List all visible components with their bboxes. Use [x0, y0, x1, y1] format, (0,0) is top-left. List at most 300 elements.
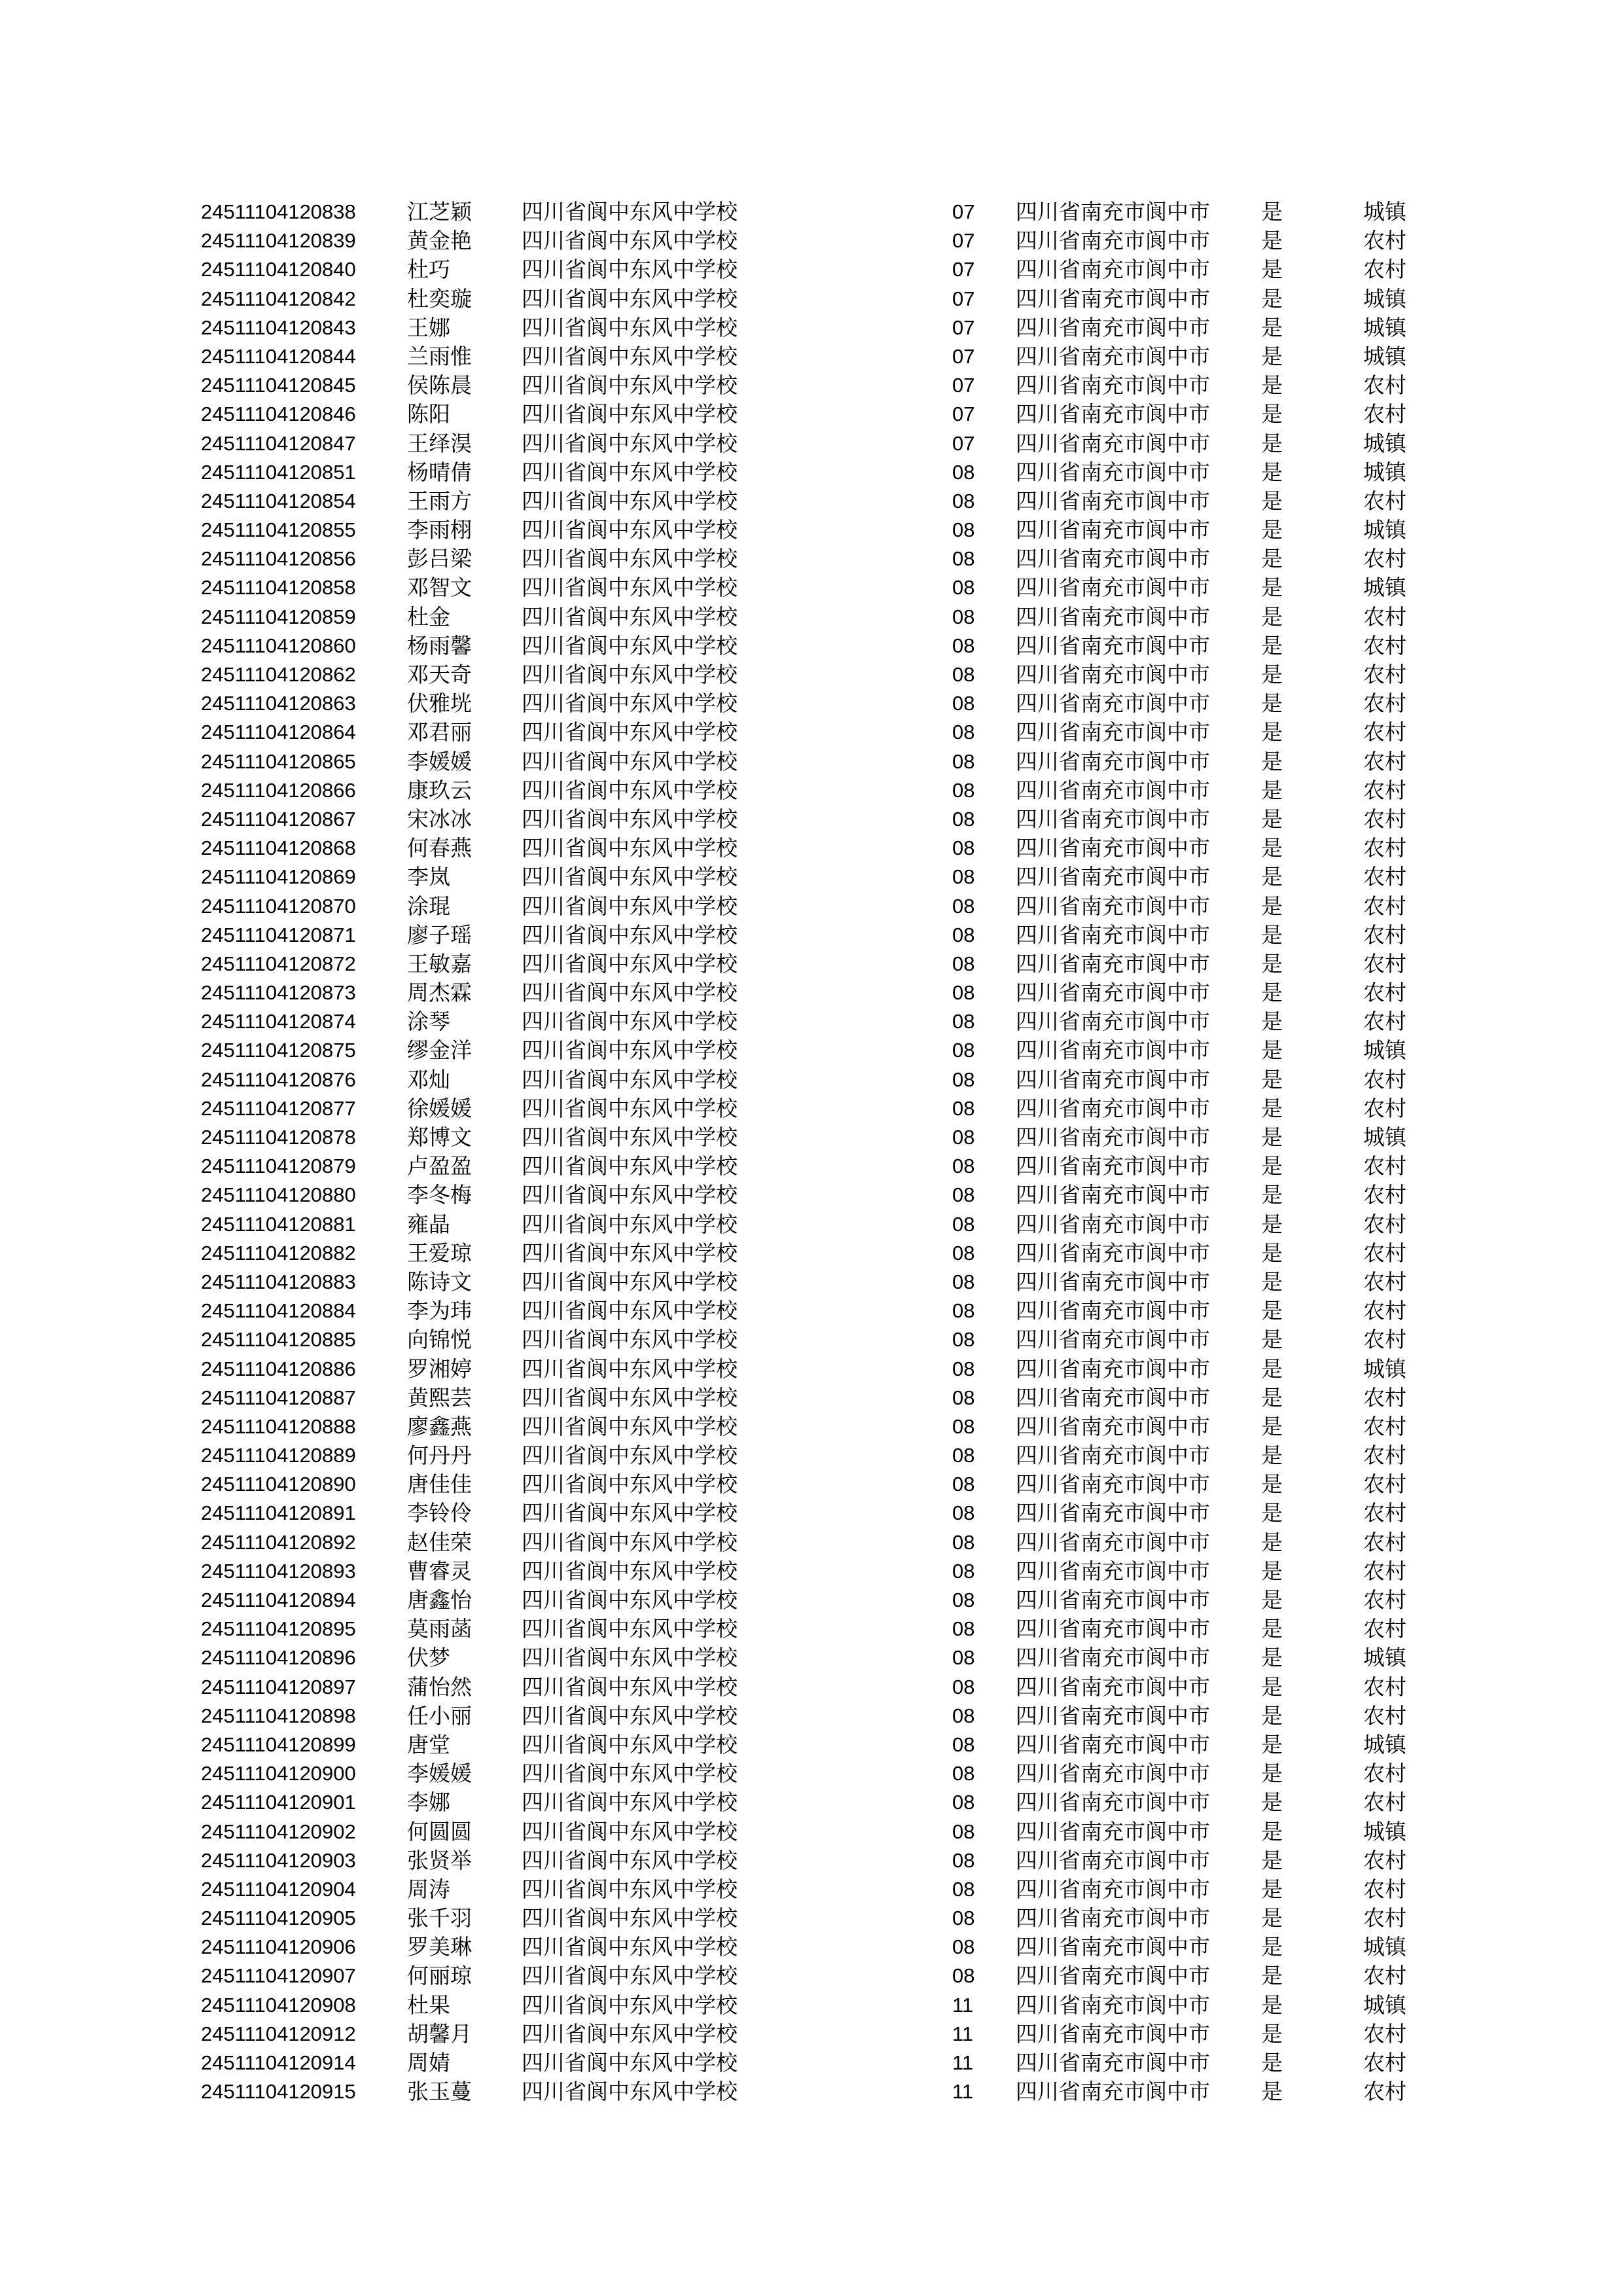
- table-row: [201, 632, 1431, 660]
- school-name: 四川省阆中东风中学校: [522, 1558, 738, 1584]
- class-code: 08: [952, 1039, 975, 1062]
- candidate-id: 24511104120885: [201, 1328, 356, 1352]
- candidate-id: 24511104120903: [201, 1848, 356, 1872]
- region: 四川省南充市阆中市: [1016, 1500, 1210, 1526]
- status-flag: 是: [1261, 691, 1283, 717]
- region: 四川省南充市阆中市: [1016, 691, 1210, 717]
- status-flag: 是: [1261, 922, 1283, 948]
- region: 四川省南充市阆中市: [1016, 1471, 1210, 1498]
- status-flag: 是: [1261, 1240, 1283, 1266]
- class-code: 08: [952, 1155, 975, 1178]
- candidate-id: 24511104120847: [201, 431, 356, 455]
- status-flag: 是: [1261, 2079, 1283, 2105]
- student-name: 王敏嘉: [407, 950, 472, 977]
- region: 四川省南充市阆中市: [1016, 603, 1210, 630]
- class-code: 11: [952, 1993, 974, 2017]
- student-name: 罗美琳: [407, 1934, 472, 1960]
- school-name: 四川省阆中东风中学校: [522, 1009, 738, 1035]
- school-name: 四川省阆中东风中学校: [522, 343, 738, 369]
- status-flag: 是: [1261, 1702, 1283, 1729]
- table-row: [201, 1643, 1431, 1672]
- status-flag: 是: [1261, 1268, 1283, 1295]
- table-row: [201, 1904, 1431, 1933]
- region: 四川省南充市阆中市: [1016, 546, 1210, 572]
- residence-type: 农村: [1363, 2020, 1406, 2047]
- school-name: 四川省阆中东风中学校: [522, 1240, 738, 1266]
- region: 四川省南充市阆中市: [1016, 719, 1210, 745]
- status-flag: 是: [1261, 1616, 1283, 1642]
- candidate-id: 24511104120888: [201, 1414, 356, 1438]
- class-code: 08: [952, 807, 975, 831]
- residence-type: 农村: [1363, 1558, 1406, 1584]
- residence-type: 农村: [1363, 1702, 1406, 1729]
- student-name: 张千羽: [407, 1905, 472, 1931]
- student-name: 宋冰冰: [407, 806, 472, 832]
- candidate-id: 24511104120893: [201, 1559, 356, 1583]
- school-name: 四川省阆中东风中学校: [522, 1384, 738, 1410]
- class-code: 08: [952, 1299, 975, 1323]
- student-name: 郑博文: [407, 1124, 472, 1150]
- candidate-id: 24511104120896: [201, 1646, 356, 1670]
- candidate-id: 24511104120872: [201, 952, 356, 975]
- candidate-id: 24511104120900: [201, 1762, 356, 1785]
- region: 四川省南充市阆中市: [1016, 1905, 1210, 1931]
- table-row: [201, 921, 1431, 950]
- school-name: 四川省阆中东风中学校: [522, 1095, 738, 1121]
- status-flag: 是: [1261, 1674, 1283, 1700]
- residence-type: 城镇: [1363, 1992, 1406, 2018]
- region: 四川省南充市阆中市: [1016, 950, 1210, 977]
- region: 四川省南充市阆中市: [1016, 228, 1210, 254]
- table-row: [201, 2077, 1431, 2106]
- school-name: 四川省阆中东风中学校: [522, 1992, 738, 2018]
- school-name: 四川省阆中东风中学校: [522, 893, 738, 919]
- student-name: 李冬梅: [407, 1182, 472, 1208]
- residence-type: 农村: [1363, 748, 1406, 774]
- candidate-id: 24511104120862: [201, 663, 356, 686]
- school-name: 四川省阆中东风中学校: [522, 1211, 738, 1237]
- candidate-id: 24511104120877: [201, 1096, 356, 1120]
- residence-type: 农村: [1363, 603, 1406, 630]
- residence-type: 农村: [1363, 2050, 1406, 2075]
- region: 四川省南充市阆中市: [1016, 199, 1210, 224]
- candidate-id: 24511104120870: [201, 894, 356, 918]
- student-name: 徐媛媛: [407, 1095, 472, 1121]
- class-code: 08: [952, 865, 975, 889]
- region: 四川省南充市阆中市: [1016, 1211, 1210, 1237]
- status-flag: 是: [1261, 343, 1283, 369]
- region: 四川省南充市阆中市: [1016, 1963, 1210, 1989]
- class-code: 08: [952, 1357, 975, 1380]
- school-name: 四川省阆中东风中学校: [522, 1674, 738, 1700]
- candidate-id: 24511104120892: [201, 1530, 356, 1554]
- table-row: [201, 1586, 1431, 1615]
- candidate-id: 24511104120869: [201, 865, 356, 889]
- residence-type: 农村: [1363, 1789, 1406, 1816]
- region: 四川省南充市阆中市: [1016, 1529, 1210, 1555]
- table-row: [201, 487, 1431, 516]
- school-name: 四川省阆中东风中学校: [522, 257, 738, 283]
- candidate-id: 24511104120873: [201, 981, 356, 1005]
- class-code: 08: [952, 1935, 975, 1959]
- region: 四川省南充市阆中市: [1016, 372, 1210, 399]
- student-name: 杜果: [407, 1992, 450, 2018]
- candidate-id: 24511104120907: [201, 1964, 356, 1988]
- region: 四川省南充市阆中市: [1016, 806, 1210, 832]
- class-code: 08: [952, 1762, 975, 1785]
- status-flag: 是: [1261, 1761, 1283, 1787]
- table-row: [201, 1933, 1431, 1962]
- region: 四川省南充市阆中市: [1016, 257, 1210, 283]
- region: 四川省南充市阆中市: [1016, 632, 1210, 658]
- school-name: 四川省阆中东风中学校: [522, 1298, 738, 1324]
- table-row: [201, 1441, 1431, 1470]
- status-flag: 是: [1261, 285, 1283, 312]
- table-row: [201, 2020, 1431, 2049]
- status-flag: 是: [1261, 1934, 1283, 1960]
- status-flag: 是: [1261, 430, 1283, 456]
- student-name: 杨晴倩: [407, 459, 472, 485]
- residence-type: 城镇: [1363, 1037, 1406, 1064]
- residence-type: 农村: [1363, 691, 1406, 717]
- school-name: 四川省阆中东风中学校: [522, 488, 738, 514]
- region: 四川省南充市阆中市: [1016, 1240, 1210, 1266]
- status-flag: 是: [1261, 1500, 1283, 1526]
- school-name: 四川省阆中东风中学校: [522, 285, 738, 312]
- student-name: 周涛: [407, 1876, 450, 1902]
- student-name: 杨雨馨: [407, 632, 472, 658]
- residence-type: 农村: [1363, 1674, 1406, 1700]
- candidate-id: 24511104120898: [201, 1704, 356, 1727]
- residence-type: 城镇: [1363, 343, 1406, 369]
- status-flag: 是: [1261, 1443, 1283, 1469]
- table-row: [201, 1673, 1431, 1702]
- residence-type: 农村: [1363, 257, 1406, 283]
- table-row: [201, 198, 1431, 226]
- student-name: 何圆圆: [407, 1818, 472, 1844]
- student-name: 彭吕梁: [407, 546, 472, 572]
- region: 四川省南充市阆中市: [1016, 1847, 1210, 1873]
- candidate-id: 24511104120875: [201, 1039, 356, 1062]
- candidate-id: 24511104120897: [201, 1675, 356, 1698]
- status-flag: 是: [1261, 806, 1283, 832]
- residence-type: 农村: [1363, 893, 1406, 919]
- school-name: 四川省阆中东风中学校: [522, 546, 738, 572]
- school-name: 四川省阆中东风中学校: [522, 314, 738, 340]
- class-code: 07: [952, 258, 975, 281]
- student-name: 廖鑫燕: [407, 1413, 472, 1439]
- residence-type: 城镇: [1363, 285, 1406, 312]
- school-name: 四川省阆中东风中学校: [522, 1963, 738, 1989]
- school-name: 四川省阆中东风中学校: [522, 1268, 738, 1295]
- student-name: 蒲怡然: [407, 1674, 472, 1700]
- student-name: 陈阳: [407, 401, 450, 427]
- student-name: 周杰霖: [407, 980, 472, 1006]
- status-flag: 是: [1261, 1731, 1283, 1757]
- residence-type: 农村: [1363, 1529, 1406, 1555]
- class-code: 08: [952, 1675, 975, 1698]
- table-row: [201, 1123, 1431, 1152]
- class-code: 08: [952, 663, 975, 686]
- school-name: 四川省阆中东风中学校: [522, 1500, 738, 1526]
- school-name: 四川省阆中东风中学校: [522, 459, 738, 485]
- region: 四川省南充市阆中市: [1016, 285, 1210, 312]
- school-name: 四川省阆中东风中学校: [522, 1124, 738, 1150]
- candidate-id: 24511104120901: [201, 1791, 356, 1814]
- class-code: 08: [952, 1241, 975, 1265]
- school-name: 四川省阆中东风中学校: [522, 835, 738, 861]
- candidate-id: 24511104120884: [201, 1299, 356, 1323]
- candidate-id: 24511104120868: [201, 836, 356, 860]
- status-flag: 是: [1261, 1298, 1283, 1324]
- student-name: 向锦悦: [407, 1327, 472, 1353]
- candidate-id: 24511104120844: [201, 344, 356, 368]
- candidate-id: 24511104120904: [201, 1877, 356, 1901]
- status-flag: 是: [1261, 1211, 1283, 1237]
- region: 四川省南充市阆中市: [1016, 1124, 1210, 1150]
- residence-type: 农村: [1363, 864, 1406, 890]
- status-flag: 是: [1261, 372, 1283, 399]
- status-flag: 是: [1261, 1847, 1283, 1873]
- candidate-id: 24511104120887: [201, 1386, 356, 1409]
- student-name: 周婧: [407, 2050, 450, 2075]
- status-flag: 是: [1261, 632, 1283, 658]
- status-flag: 是: [1261, 401, 1283, 427]
- residence-type: 城镇: [1363, 1934, 1406, 1960]
- student-name: 李铃伶: [407, 1500, 472, 1526]
- region: 四川省南充市阆中市: [1016, 1298, 1210, 1324]
- residence-type: 农村: [1363, 1066, 1406, 1092]
- class-code: 08: [952, 1414, 975, 1438]
- school-name: 四川省阆中东风中学校: [522, 1818, 738, 1844]
- candidate-id: 24511104120845: [201, 374, 356, 397]
- candidate-id: 24511104120874: [201, 1010, 356, 1033]
- school-name: 四川省阆中东风中学校: [522, 401, 738, 427]
- residence-type: 城镇: [1363, 1645, 1406, 1671]
- status-flag: 是: [1261, 1558, 1283, 1584]
- table-row: [201, 1066, 1431, 1094]
- student-name: 江芝颖: [407, 199, 472, 224]
- region: 四川省南充市阆中市: [1016, 314, 1210, 340]
- status-flag: 是: [1261, 1818, 1283, 1844]
- region: 四川省南充市阆中市: [1016, 1268, 1210, 1295]
- class-code: 08: [952, 1501, 975, 1525]
- student-name: 雍晶: [407, 1211, 450, 1237]
- residence-type: 农村: [1363, 1298, 1406, 1324]
- residence-type: 农村: [1363, 1963, 1406, 1989]
- student-name: 涂琨: [407, 893, 450, 919]
- class-code: 08: [952, 894, 975, 918]
- school-name: 四川省阆中东风中学校: [522, 575, 738, 601]
- student-name: 陈诗文: [407, 1268, 472, 1295]
- class-code: 08: [952, 836, 975, 860]
- student-name: 邓君丽: [407, 719, 472, 745]
- class-code: 07: [952, 431, 975, 455]
- school-name: 四川省阆中东风中学校: [522, 2020, 738, 2047]
- school-name: 四川省阆中东风中学校: [522, 1443, 738, 1469]
- candidate-id: 24511104120902: [201, 1820, 356, 1843]
- status-flag: 是: [1261, 1124, 1283, 1150]
- school-name: 四川省阆中东风中学校: [522, 806, 738, 832]
- table-row: [201, 1615, 1431, 1643]
- residence-type: 城镇: [1363, 430, 1406, 456]
- candidate-id: 24511104120905: [201, 1907, 356, 1930]
- region: 四川省南充市阆中市: [1016, 777, 1210, 803]
- table-row: [201, 1846, 1431, 1875]
- region: 四川省南充市阆中市: [1016, 1327, 1210, 1353]
- class-code: 08: [952, 1559, 975, 1583]
- residence-type: 农村: [1363, 1876, 1406, 1902]
- candidate-id: 24511104120839: [201, 229, 356, 253]
- status-flag: 是: [1261, 719, 1283, 745]
- region: 四川省南充市阆中市: [1016, 401, 1210, 427]
- candidate-id: 24511104120876: [201, 1067, 356, 1091]
- region: 四川省南充市阆中市: [1016, 1009, 1210, 1035]
- table-row: [201, 689, 1431, 718]
- class-code: 08: [952, 1126, 975, 1149]
- school-name: 四川省阆中东风中学校: [522, 1847, 738, 1873]
- residence-type: 城镇: [1363, 517, 1406, 543]
- student-name: 黄熙芸: [407, 1384, 472, 1410]
- status-flag: 是: [1261, 1153, 1283, 1179]
- candidate-id: 24511104120867: [201, 807, 356, 831]
- school-name: 四川省阆中东风中学校: [522, 777, 738, 803]
- residence-type: 农村: [1363, 2079, 1406, 2105]
- status-flag: 是: [1261, 1413, 1283, 1439]
- region: 四川省南充市阆中市: [1016, 1095, 1210, 1121]
- table-row: [201, 1557, 1431, 1586]
- residence-type: 农村: [1363, 1471, 1406, 1498]
- student-name: 何丽琼: [407, 1963, 472, 1989]
- status-flag: 是: [1261, 1037, 1283, 1064]
- student-name: 李媛媛: [407, 748, 472, 774]
- student-name: 李岚: [407, 864, 450, 890]
- school-name: 四川省阆中东风中学校: [522, 199, 738, 224]
- region: 四川省南充市阆中市: [1016, 662, 1210, 687]
- residence-type: 农村: [1363, 980, 1406, 1006]
- table-row: [201, 226, 1431, 255]
- school-name: 四川省阆中东风中学校: [522, 2050, 738, 2075]
- school-name: 四川省阆中东风中学校: [522, 517, 738, 543]
- table-row: [201, 978, 1431, 1007]
- residence-type: 农村: [1363, 1616, 1406, 1642]
- region: 四川省南充市阆中市: [1016, 922, 1210, 948]
- residence-type: 农村: [1363, 372, 1406, 399]
- table-row: [201, 1094, 1431, 1123]
- school-name: 四川省阆中东风中学校: [522, 1413, 738, 1439]
- table-row: [201, 718, 1431, 747]
- candidate-id: 24511104120890: [201, 1473, 356, 1496]
- candidate-id: 24511104120879: [201, 1155, 356, 1178]
- candidate-id: 24511104120863: [201, 692, 356, 715]
- status-flag: 是: [1261, 1327, 1283, 1353]
- status-flag: 是: [1261, 1587, 1283, 1613]
- region: 四川省南充市阆中市: [1016, 488, 1210, 514]
- candidate-id: 24511104120855: [201, 518, 356, 542]
- class-code: 08: [952, 1877, 975, 1901]
- school-name: 四川省阆中东风中学校: [522, 864, 738, 890]
- table-row: [201, 1412, 1431, 1441]
- residence-type: 农村: [1363, 1009, 1406, 1035]
- class-code: 11: [952, 2022, 974, 2045]
- residence-type: 农村: [1363, 1182, 1406, 1208]
- residence-type: 农村: [1363, 719, 1406, 745]
- region: 四川省南充市阆中市: [1016, 2050, 1210, 2075]
- candidate-id: 24511104120843: [201, 315, 356, 339]
- class-code: 08: [952, 1732, 975, 1756]
- residence-type: 城镇: [1363, 199, 1406, 224]
- class-code: 08: [952, 576, 975, 600]
- residence-type: 农村: [1363, 1268, 1406, 1295]
- candidate-id: 24511104120878: [201, 1126, 356, 1149]
- status-flag: 是: [1261, 603, 1283, 630]
- school-name: 四川省阆中东风中学校: [522, 662, 738, 687]
- residence-type: 农村: [1363, 632, 1406, 658]
- region: 四川省南充市阆中市: [1016, 1066, 1210, 1092]
- class-code: 08: [952, 1820, 975, 1843]
- status-flag: 是: [1261, 1471, 1283, 1498]
- table-row: [201, 1759, 1431, 1788]
- school-name: 四川省阆中东风中学校: [522, 1471, 738, 1498]
- class-code: 07: [952, 229, 975, 253]
- candidate-id: 24511104120880: [201, 1183, 356, 1207]
- class-code: 08: [952, 1848, 975, 1872]
- residence-type: 城镇: [1363, 1355, 1406, 1382]
- residence-type: 城镇: [1363, 1731, 1406, 1757]
- region: 四川省南充市阆中市: [1016, 517, 1210, 543]
- class-code: 08: [952, 692, 975, 715]
- class-code: 08: [952, 721, 975, 744]
- status-flag: 是: [1261, 228, 1283, 254]
- region: 四川省南充市阆中市: [1016, 1443, 1210, 1469]
- class-code: 08: [952, 1588, 975, 1611]
- table-row: [201, 1788, 1431, 1817]
- class-code: 08: [952, 460, 975, 484]
- table-row: [201, 573, 1431, 602]
- table-row: [201, 285, 1431, 314]
- candidate-id: 24511104120840: [201, 258, 356, 281]
- candidate-id: 24511104120894: [201, 1588, 356, 1611]
- candidate-id: 24511104120865: [201, 749, 356, 773]
- table-row: [201, 1355, 1431, 1384]
- residence-type: 农村: [1363, 1384, 1406, 1410]
- school-name: 四川省阆中东风中学校: [522, 1616, 738, 1642]
- student-name: 廖子瑶: [407, 922, 472, 948]
- class-code: 08: [952, 547, 975, 571]
- table-row: [201, 1297, 1431, 1325]
- region: 四川省南充市阆中市: [1016, 1587, 1210, 1613]
- table-row: [201, 834, 1431, 863]
- candidate-id: 24511104120912: [201, 2022, 356, 2045]
- residence-type: 农村: [1363, 1443, 1406, 1469]
- status-flag: 是: [1261, 546, 1283, 572]
- region: 四川省南充市阆中市: [1016, 1384, 1210, 1410]
- candidate-id: 24511104120859: [201, 605, 356, 628]
- table-row: [201, 603, 1431, 632]
- student-name: 康玖云: [407, 777, 472, 803]
- status-flag: 是: [1261, 2020, 1283, 2047]
- class-code: 08: [952, 1473, 975, 1496]
- class-code: 08: [952, 952, 975, 975]
- school-name: 四川省阆中东风中学校: [522, 228, 738, 254]
- candidate-id: 24511104120908: [201, 1993, 356, 2017]
- school-name: 四川省阆中东风中学校: [522, 1934, 738, 1960]
- class-code: 08: [952, 923, 975, 946]
- residence-type: 农村: [1363, 1211, 1406, 1237]
- class-code: 11: [952, 2080, 974, 2104]
- region: 四川省南充市阆中市: [1016, 1645, 1210, 1671]
- table-row: [201, 1007, 1431, 1036]
